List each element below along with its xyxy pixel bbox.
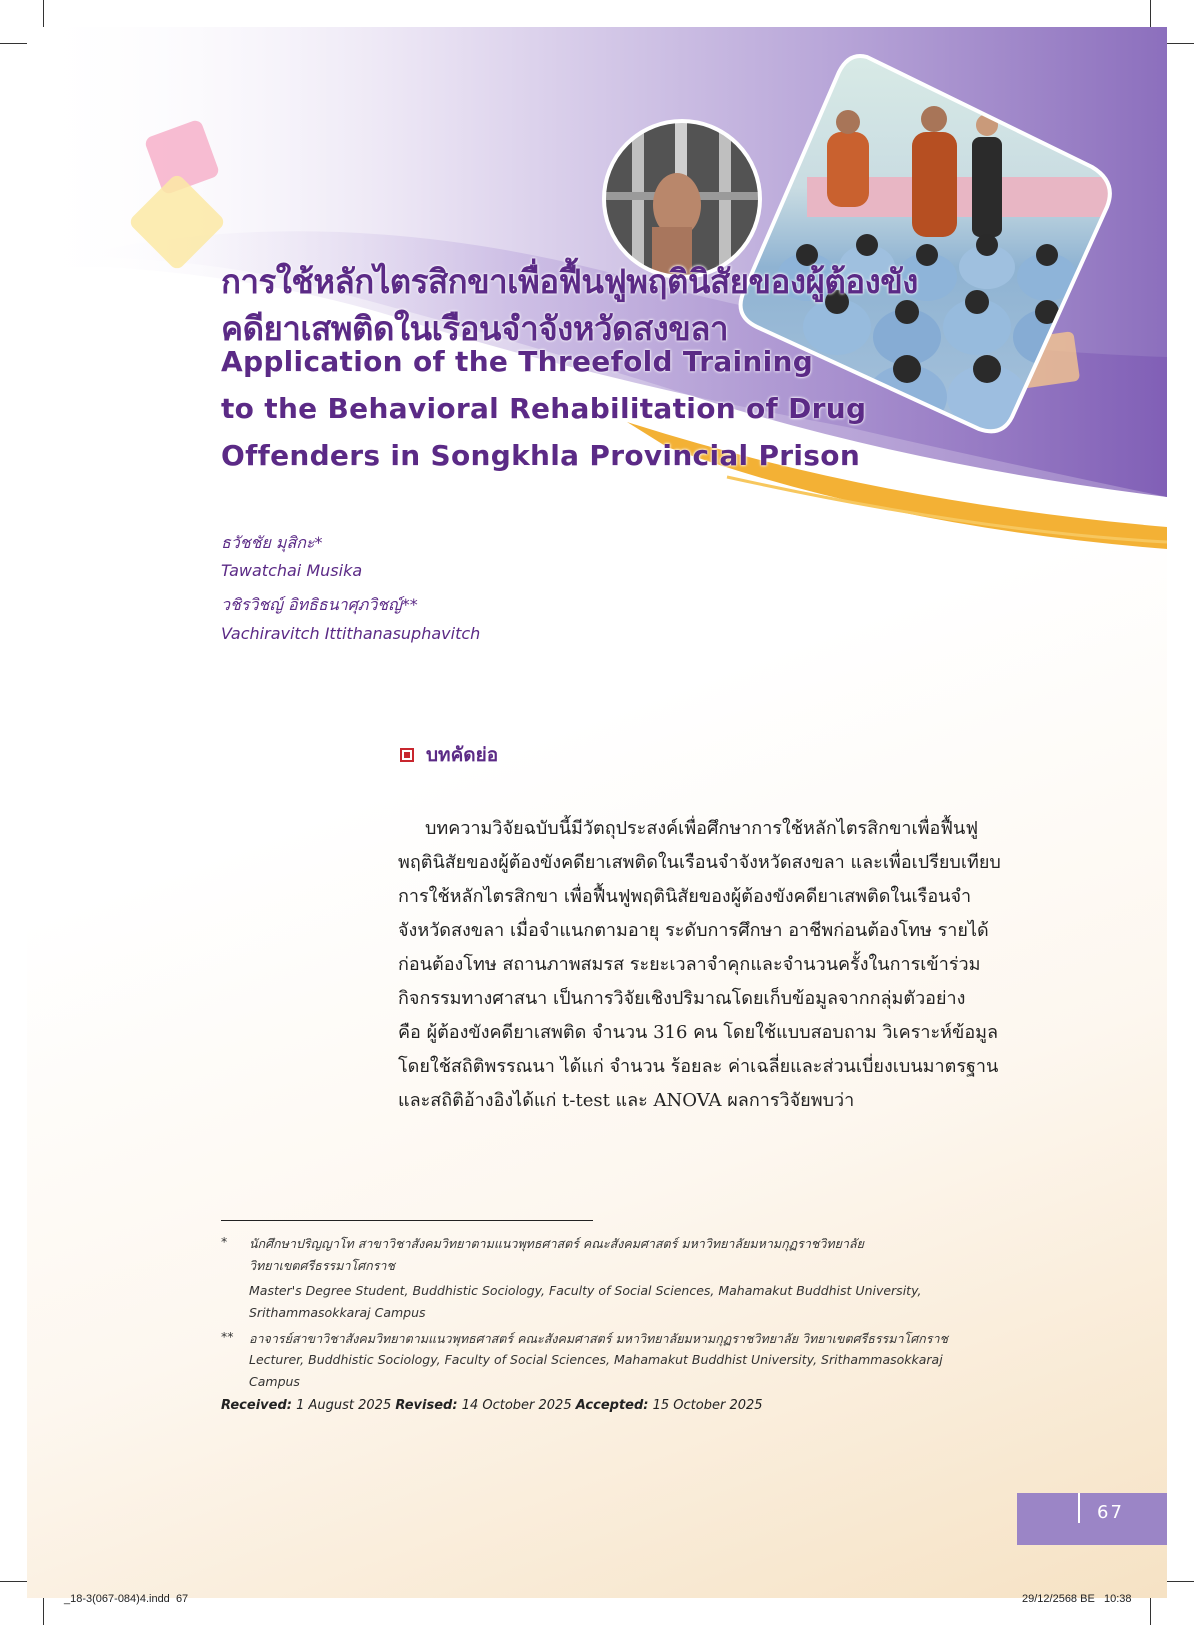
crop-mark-bottom-right-h: [1164, 1581, 1194, 1582]
slug-page: 67: [175, 1593, 189, 1605]
page-number: 67: [1097, 1502, 1124, 1523]
print-slug-file: [64, 1593, 188, 1605]
received-label: Received:: [221, 1398, 292, 1413]
slug-date: 29/12/2568 BE: [1022, 1593, 1095, 1605]
crop-mark-bottom-left-v: [43, 1595, 44, 1625]
crop-mark-top-left-h: [0, 43, 30, 44]
abstract-line: พฤตินิสัยของผู้ต้องขังคดียาเสพติดในเรือนจำจังหวัดสงขลา และเพื่อเปรียบเทียบ: [398, 852, 1001, 873]
author-2-thai: วชิรวิชญ์ อิทธิธนาศุภวิชญ์**: [221, 595, 418, 614]
received-date: 1 August 2025: [296, 1398, 392, 1413]
author-1-thai: ธวัชชัย มุสิกะ*: [221, 533, 323, 552]
title-english-line-1: Application of the Threefold Training: [221, 345, 814, 378]
accepted-date: 15 October 2025: [652, 1398, 763, 1413]
square-bullet-icon: [400, 748, 414, 762]
footnote-2-mark: **: [221, 1329, 234, 1344]
abstract-line: กิจกรรมทางศาสนา เป็นการวิจัยเชิงปริมาณโดยเก็บข้อมูลจากกลุ่มตัวอย่าง: [398, 988, 966, 1009]
page-number-divider: [1078, 1493, 1080, 1523]
footnote-2-thai-line-1: อาจารย์สาขาวิชาสังคมวิทยาตามแนวพุทธศาสตร์ คณะสังคมศาสตร์ มหาวิทยาลัยมหามกุฏราชวิทยาลัย วิทยาเขตศรีธรรมาโศกราช: [249, 1331, 948, 1346]
abstract-heading: [400, 742, 498, 768]
footnote-1-thai-line-2: วิทยาเขตศรีธรรมาโศกราช: [249, 1258, 395, 1273]
author-1-english: Tawatchai Musika: [221, 561, 363, 580]
abstract-line: บทความวิจัยฉบับนี้มีวัตถุประสงค์เพื่อศึกษาการใช้หลักไตรสิกขาเพื่อฟื้นฟู: [425, 818, 979, 839]
revised-label: Revised:: [395, 1398, 458, 1413]
journal-page: [27, 27, 1167, 1598]
footnote-2-english-line-1: Lecturer, Buddhistic Sociology, Faculty of Social Sciences, Mahamakut Buddhist University, Srithammasokkaraj: [249, 1352, 943, 1367]
abstract-line: โดยใช้สถิติพรรณนา ได้แก่ จำนวน ร้อยละ ค่าเฉลี่ยและส่วนเบี่ยงเบนมาตรฐาน: [398, 1056, 999, 1077]
footnote-1-english-line-2: Srithammasokkaraj Campus: [249, 1305, 426, 1320]
title-thai-line-2: คดียาเสพติดในเรือนจำจังหวัดสงขลา: [221, 309, 729, 348]
footnote-1-mark: *: [221, 1234, 228, 1249]
footnote-2-english-line-2: Campus: [249, 1374, 300, 1389]
print-slug-date: [1022, 1593, 1132, 1605]
abstract-heading-label: บทคัดย่อ: [426, 744, 499, 766]
crop-mark-bottom-right-v: [1150, 1595, 1151, 1625]
crop-mark-top-right-h: [1164, 43, 1194, 44]
article-dates: [221, 1398, 763, 1413]
title-english-line-3: Offenders in Songkhla Provincial Prison: [221, 439, 861, 472]
abstract-line: คือ ผู้ต้องขังคดียาเสพติด จำนวน 316 คน โดยใช้แบบสอบถาม วิเคราะห์ข้อมูล: [398, 1022, 999, 1043]
page-number-tab: [1017, 1493, 1167, 1545]
footnote-rule: [221, 1220, 593, 1221]
slug-file-name: _18-3(067-084)4.indd: [64, 1593, 170, 1605]
crop-mark-bottom-left-h: [0, 1581, 30, 1582]
abstract-line: ก่อนต้องโทษ สถานภาพสมรส ระยะเวลาจำคุกและจำนวนครั้งในการเข้าร่วม: [398, 954, 981, 975]
crop-mark-top-right-v: [1150, 0, 1151, 30]
author-2-english: Vachiravitch Ittithanasuphavitch: [221, 624, 481, 643]
title-english-line-2: to the Behavioral Rehabilitation of Drug: [221, 392, 867, 425]
slug-time: 10:38: [1103, 1593, 1132, 1605]
accepted-label: Accepted:: [575, 1398, 649, 1413]
abstract-line: และสถิติอ้างอิงได้แก่ t-test และ ANOVA ผลการวิจัยพบว่า: [398, 1090, 855, 1111]
abstract-line: การใช้หลักไตรสิกขา เพื่อฟื้นฟูพฤตินิสัยของผู้ต้องขังคดียาเสพติดในเรือนจำ: [398, 886, 972, 907]
revised-date: 14 October 2025: [461, 1398, 572, 1413]
abstract-line: จังหวัดสงขลา เมื่อจำแนกตามอายุ ระดับการศึกษา อาชีพก่อนต้องโทษ รายได้: [398, 920, 989, 941]
title-thai-line-1: การใช้หลักไตรสิกขาเพื่อฟื้นฟูพฤตินิสัยของผู้ต้องขัง: [221, 262, 918, 301]
footnote-1-english-line-1: Master's Degree Student, Buddhistic Sociology, Faculty of Social Sciences, Mahamakut Buddhist University,: [249, 1283, 922, 1298]
crop-mark-top-left-v: [43, 0, 44, 30]
footnote-1-thai-line-1: นักศึกษาปริญญาโท สาขาวิชาสังคมวิทยาตามแนวพุทธศาสตร์ คณะสังคมศาสตร์ มหาวิทยาลัยมหามกุฏราชวิทยาลัย: [249, 1236, 864, 1251]
